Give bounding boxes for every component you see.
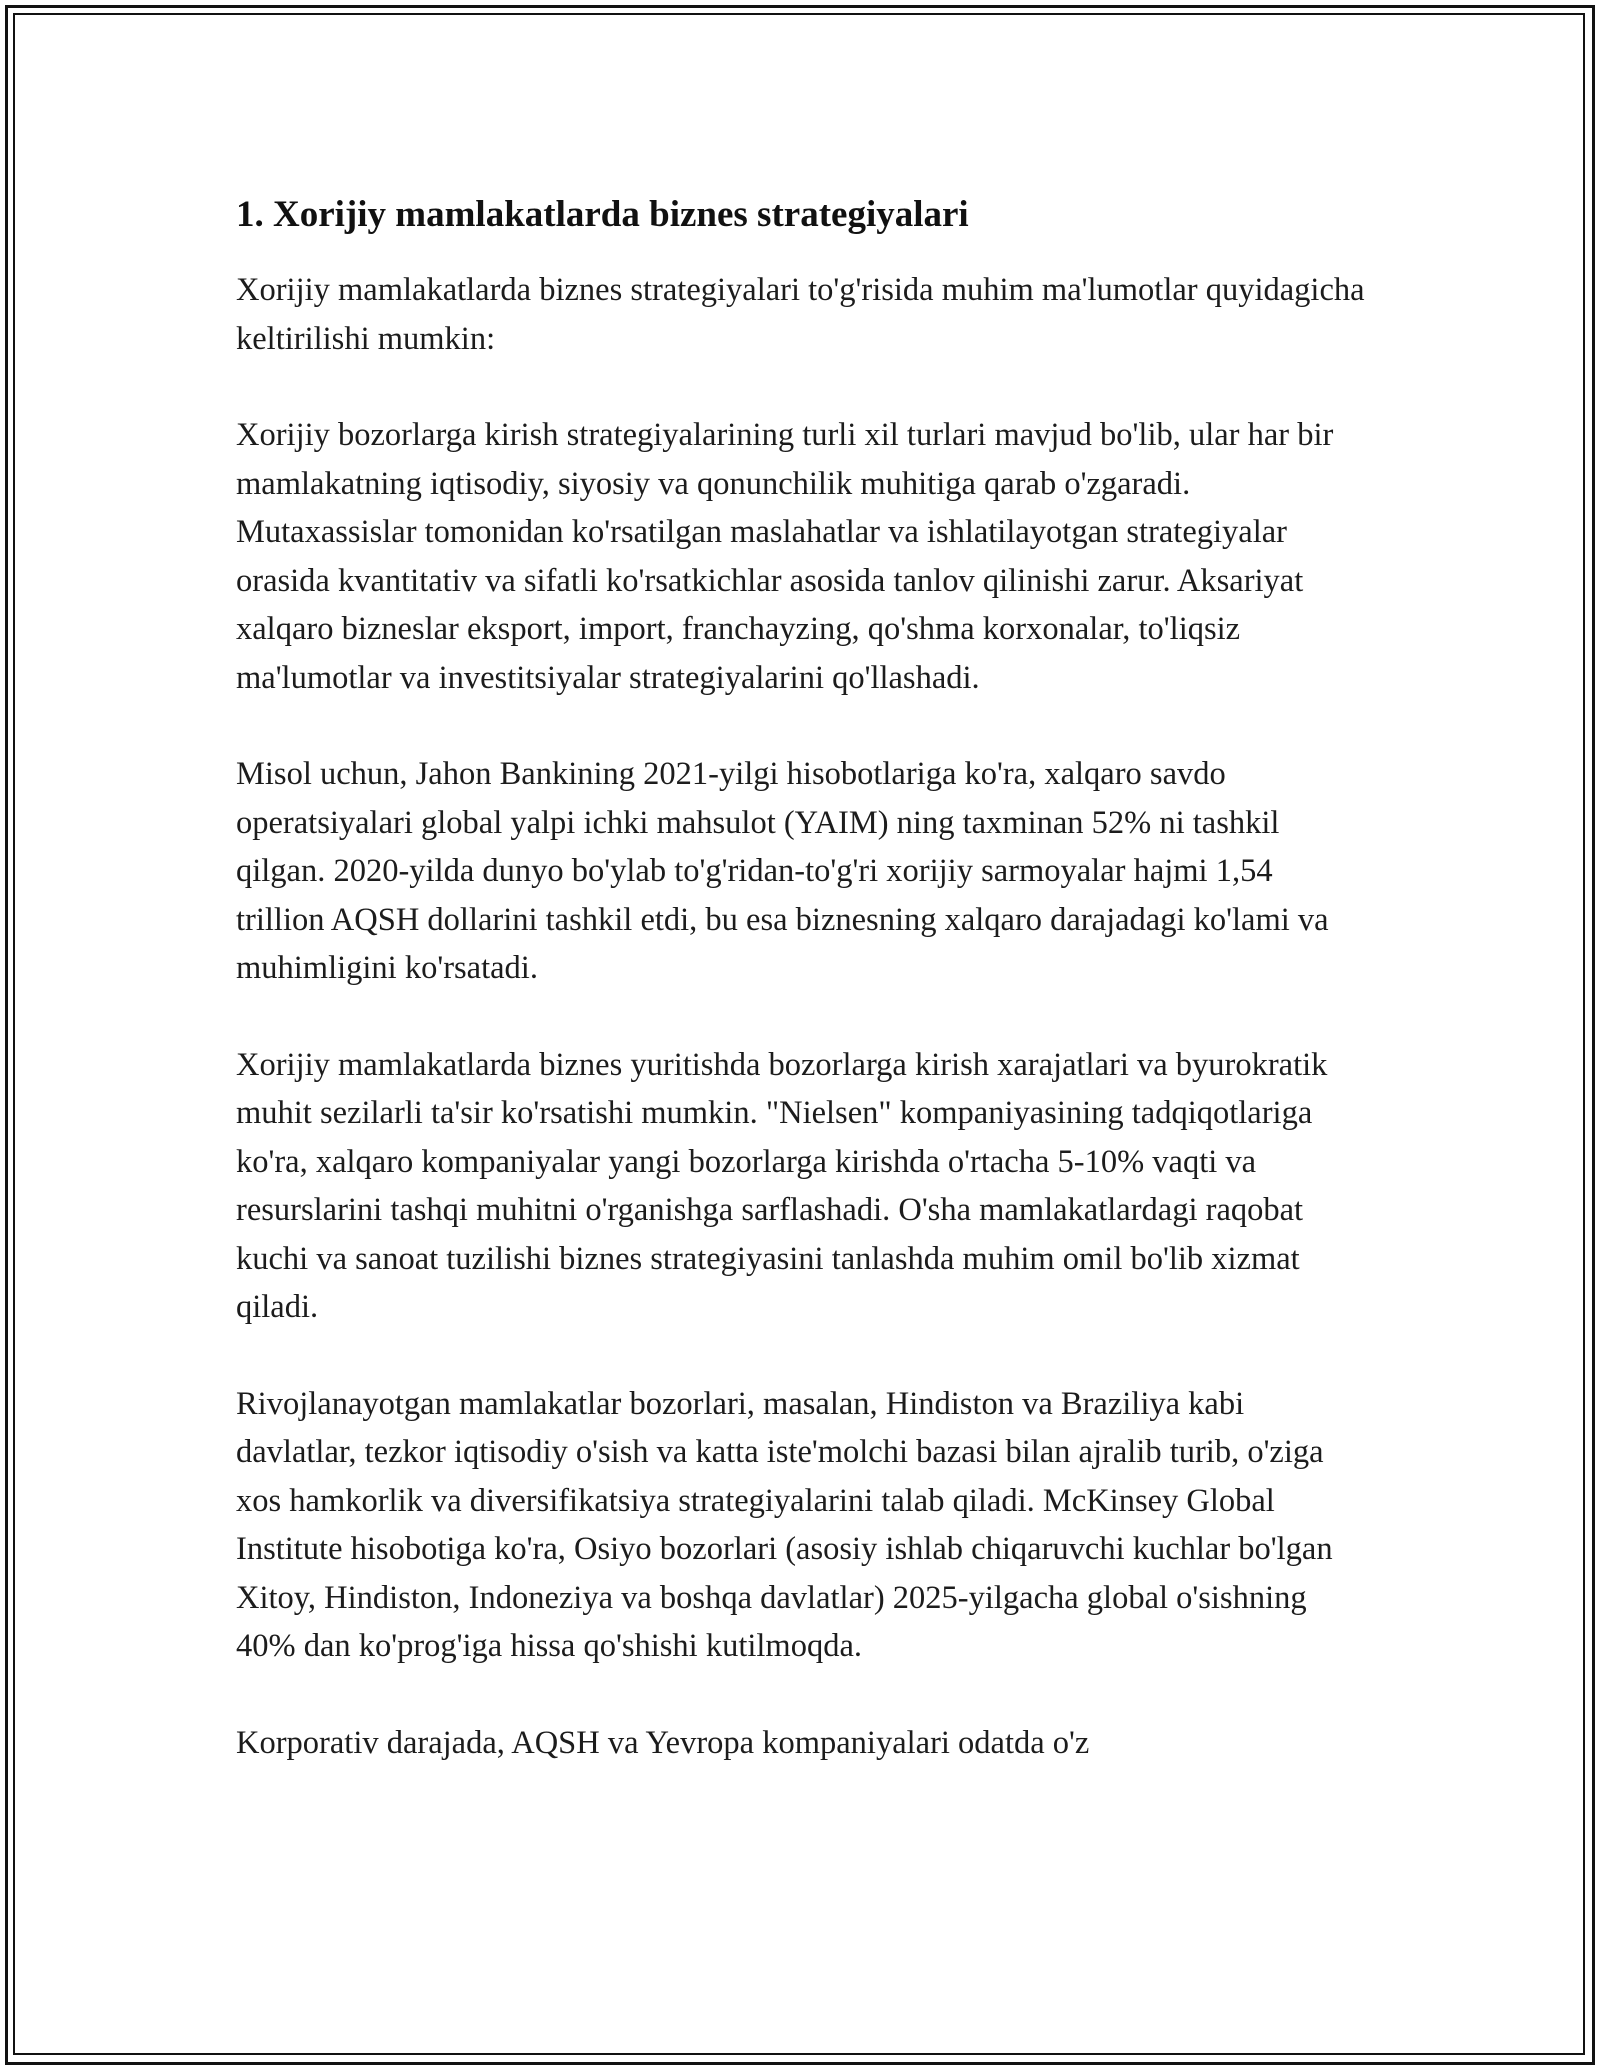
paragraph-corporate-level: Korporativ darajada, AQSH va Yevropa kompaniyalari odatda o'z: [236, 1724, 1090, 1761]
paragraph-world-bank-stats: Misol uchun, Jahon Bankining 2021-yilgi hisobotlariga ko'ra, xalqaro savdo operatsiyalari global yalpi ichki mahsulot (YAIM) ning taxminan 52% ni tashkil qilgan. 2020-yilda dunyo bo'ylab to'g'ridan-to'g'ri xorijiy sarmoyalar hajmi 1,54 trillion AQSH dollarini tashkil etdi, bu esa biznesning xalqaro darajadagi ko'lami va muhimligini ko'rsatadi.: [236, 756, 1329, 986]
paragraph-entry-strategies: Xorijiy bozorlarga kirish strategiyalarining turli xil turlari mavjud bo'lib, ular har bir mamlakatning iqtisodiy, siyosiy va qonunchilik muhitiga qarab o'zgaradi. Mutaxassislar tomonidan ko'rsatilgan maslahatlar va ishlatilayotgan strategiyalar orasida kvantitativ va sifatli ko'rsatkichlar asosida tanlov qilinishi zarur. Aksariyat xalqaro bizneslar eksport, import, franchayzing, qo'shma korxonalar, to'liqsiz ma'lumotlar va investitsiyalar strategiyalarini qo'llashadi.: [236, 417, 1334, 696]
paragraph-intro: Xorijiy mamlakatlarda biznes strategiyalari to'g'risida muhim ma'lumotlar quyidagicha keltirilishi mumkin:: [236, 272, 1365, 357]
section-heading: 1. Xorijiy mamlakatlarda biznes strategiyalari: [236, 194, 969, 235]
paragraph-emerging-markets: Rivojlanayotgan mamlakatlar bozorlari, masalan, Hindiston va Braziliya kabi davlatlar, tezkor iqtisodiy o'sish va katta iste'molchi bazasi bilan ajralib turib, o'ziga xos hamkorlik va diversifikatsiya strategiyalarini talab qiladi. McKinsey Global Institute hisobotiga ko'ra, Osiyo bozorlari (asosiy ishlab chiqaruvchi kuchlar bo'lgan Xitoy, Hindiston, Indoneziya va boshqa davlatlar) 2025-yilgacha global o'sishning 40% dan ko'prog'iga hissa qo'shishi kutilmoqda.: [236, 1385, 1333, 1664]
paragraph-market-entry-costs: Xorijiy mamlakatlarda biznes yuritishda bozorlarga kirish xarajatlari va byurokratik muhit sezilarli ta'sir ko'rsatishi mumkin. "Nielsen" kompaniyasining tadqiqotlariga ko'ra, xalqaro kompaniyalar yangi bozorlarga kirishda o'rtacha 5-10% vaqti va resurslarini tashqi muhitni o'rganishga sarflashadi. O'sha mamlakatlardagi raqobat kuchi va sanoat tuzilishi biznes strategiyasini tanlashda muhim omil bo'lib xizmat qiladi.: [236, 1046, 1328, 1325]
document-body: [236, 186, 1366, 1815]
